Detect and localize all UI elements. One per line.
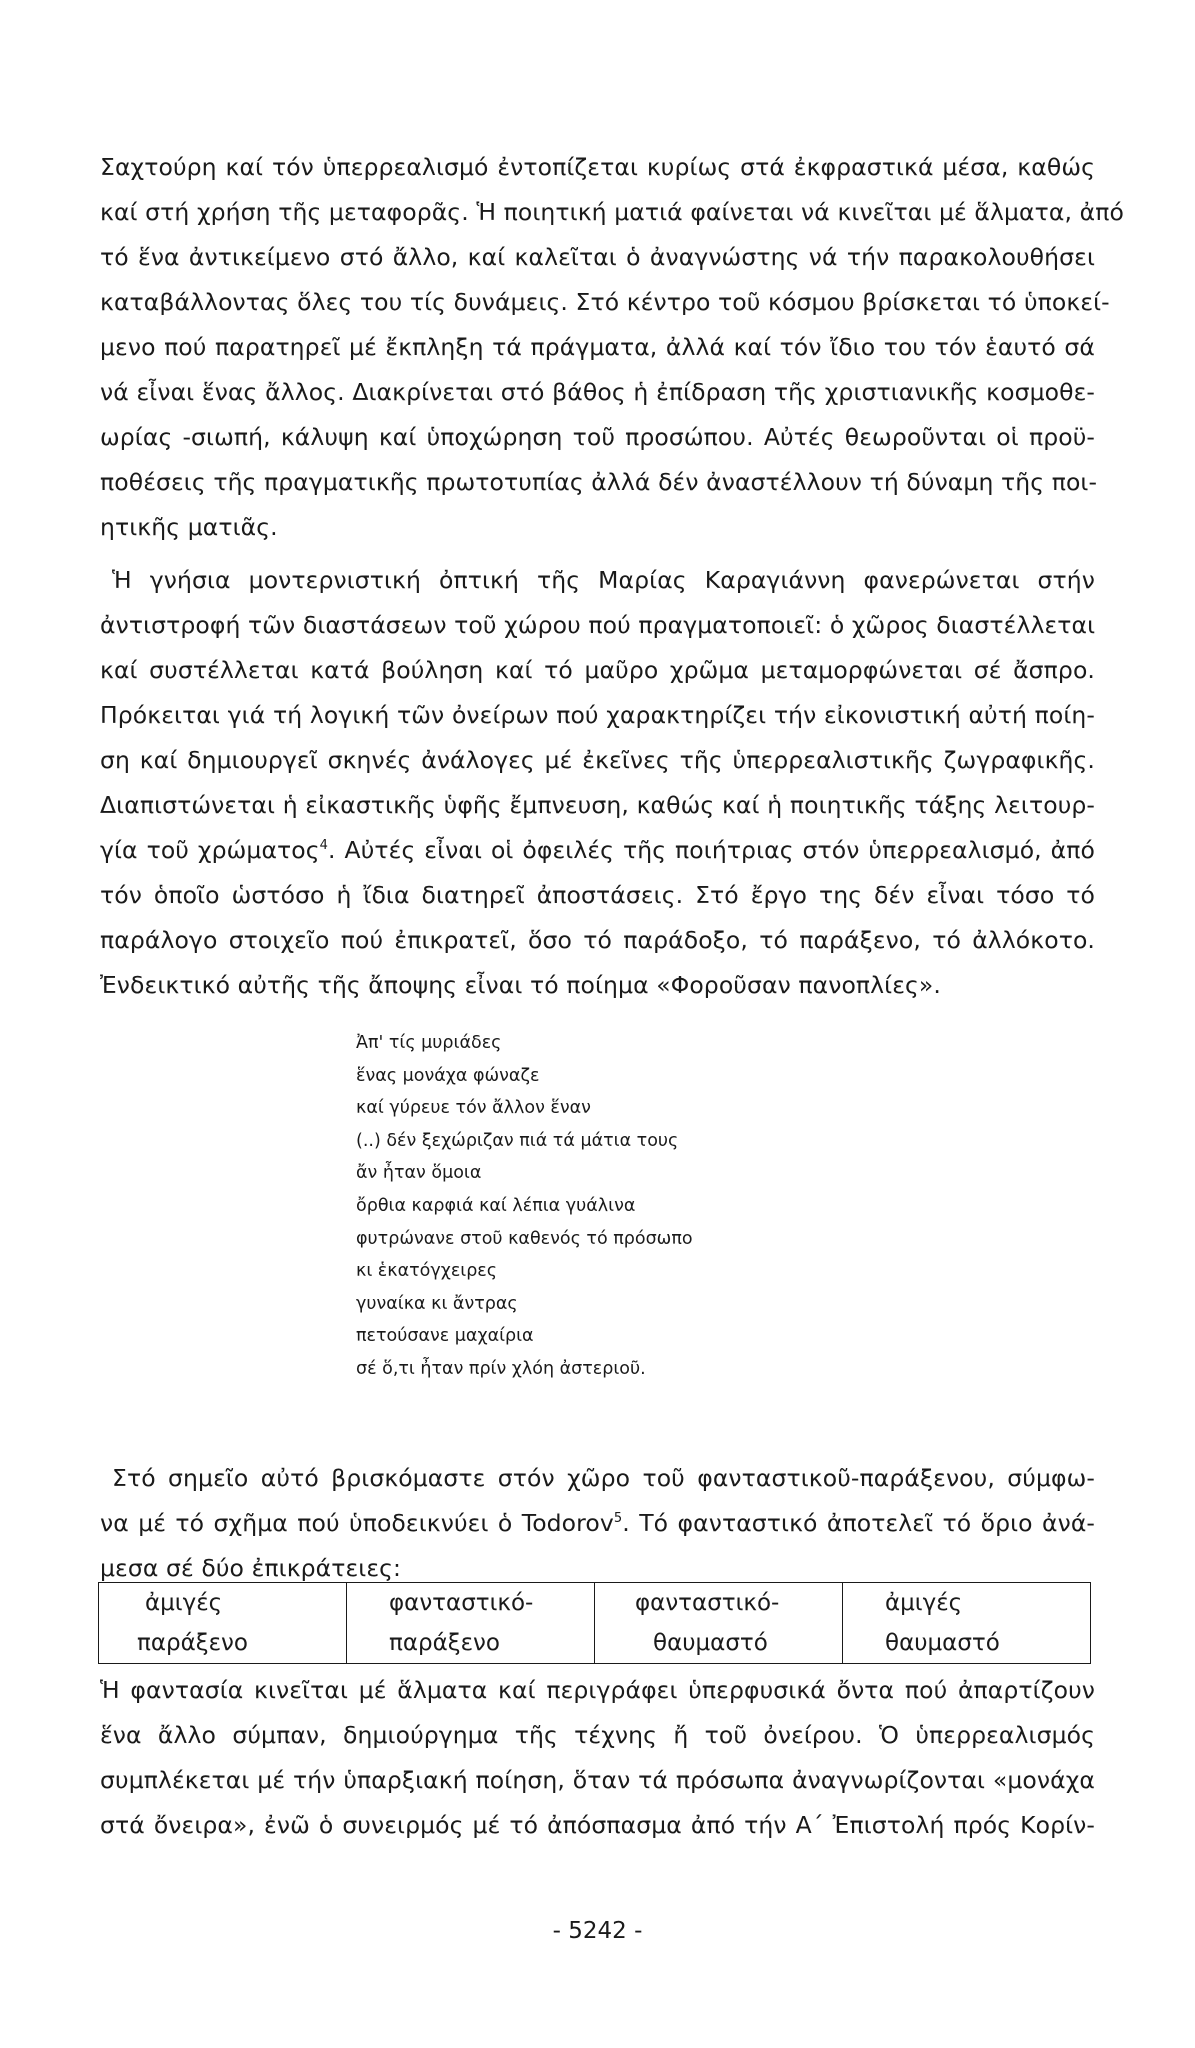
poem-line: ἄν ἦταν ὅμοια bbox=[356, 1163, 482, 1184]
text-line: ωρίας -σιωπή, κάλυψη καί ὑποχώρηση τοῦ προσώπου. Αὐτές θεωροῦνται οἱ προϋ- bbox=[100, 423, 1095, 451]
categories-table bbox=[98, 1582, 1091, 1664]
table-cell bbox=[595, 1583, 843, 1664]
poem-line: Ἀπ' τίς μυριάδες bbox=[356, 1033, 502, 1053]
text-line: ἕνα ἄλλο σύμπαν, δημιούργημα τῆς τέχνης ἤ τοῦ ὀνείρου. Ὁ ὑπερρεαλισμός bbox=[100, 1721, 1095, 1749]
text-segment: γία τοῦ χρώματος bbox=[100, 836, 320, 864]
text-line: μενο πού παρατηρεῖ μέ ἔκπληξη τά πράγματα, ἀλλά καί τόν ἴδιο του τόν ἑαυτό σά bbox=[100, 333, 1095, 361]
paragraph-4 bbox=[100, 1668, 1095, 1848]
table-cell bbox=[99, 1583, 347, 1664]
table-cell bbox=[347, 1583, 595, 1664]
text-line: Ἐνδεικτικό αὐτῆς τῆς ἄποψης εἶναι τό ποίημα «Φοροῦσαν πανοπλίες». bbox=[100, 971, 941, 999]
text-line: καταβάλλοντας ὅλες του τίς δυνάμεις. Στό κέντρο τοῦ κόσμου βρίσκεται τό ὑποκεί- bbox=[100, 288, 1110, 316]
text-line: Στό σημεῖο αὐτό βρισκόμαστε στόν χῶρο τοῦ φανταστικοῦ-παράξενου, σύμφω- bbox=[112, 1464, 1095, 1492]
poem-line: σέ ὅ,τι ἦταν πρίν χλόη ἀστεριοῦ. bbox=[356, 1358, 646, 1379]
text-line: Σαχτούρη καί τόν ὑπερρεαλισμό ἐντοπίζεται κυρίως στά ἐκφραστικά μέσα, καθώς bbox=[100, 153, 1095, 181]
cell-text: φανταστικό- bbox=[389, 1590, 534, 1616]
text-line: παράλογο στοιχεῖο πού ἐπικρατεῖ, ὅσο τό παράδοξο, τό παράξενο, τό ἀλλόκοτο. bbox=[100, 926, 1095, 954]
text-line: Ἡ γνήσια μοντερνιστική ὀπτική τῆς Μαρίας Καραγιάννη φανερώνεται στήν bbox=[112, 566, 1095, 594]
poem-line: πετούσανε μαχαίρια bbox=[356, 1326, 534, 1347]
cell-text: φανταστικό- bbox=[635, 1590, 780, 1616]
text-segment: να μέ τό σχῆμα πού ὑποδεικνύει ὁ Todorov bbox=[100, 1509, 614, 1537]
text-line: στά ὄνειρα», ἐνῶ ὁ συνειρμός μέ τό ἀπόσπασμα ἀπό τήν Α΄ Ἐπιστολή πρός Κορίν- bbox=[100, 1811, 1095, 1839]
text-segment: . Τό φανταστικό ἀποτελεῖ τό ὅριο ἀνά- bbox=[622, 1509, 1095, 1537]
text-line: ἀντιστροφή τῶν διαστάσεων τοῦ χώρου πού πραγματοποιεῖ: ὁ χῶρος διαστέλλεται bbox=[100, 611, 1096, 639]
text-line: συμπλέκεται μέ τήν ὑπαρξιακή ποίηση, ὅταν τά πρόσωπα ἀναγνωρίζονται «μονάχα bbox=[100, 1766, 1095, 1794]
text-line: μεσα σέ δύο ἐπικράτειες: bbox=[100, 1554, 402, 1582]
text-line: ητικῆς ματιᾶς. bbox=[100, 513, 278, 541]
cell-text: ἀμιγές bbox=[885, 1590, 963, 1616]
text-line: ποθέσεις τῆς πραγματικῆς πρωτοτυπίας ἀλλά δέν ἀναστέλλουν τή δύναμη τῆς ποι- bbox=[100, 468, 1098, 496]
text-line-with-footnote bbox=[100, 828, 1095, 873]
paragraph-3 bbox=[100, 1456, 1095, 1591]
poem-quote bbox=[356, 1027, 693, 1386]
text-line: καί στή χρήση τῆς μεταφορᾶς. Ἡ ποιητική ματιά φαίνεται νά κινεῖται μέ ἅλματα, ἀπό bbox=[100, 198, 1124, 226]
text-segment: . Αὐτές εἶναι οἱ ὀφειλές τῆς ποιήτριας στόν ὑπερρεαλισμό, ἀπό bbox=[328, 836, 1095, 864]
poem-line: (..) δέν ξεχώριζαν πιά τά μάτια τους bbox=[356, 1130, 679, 1151]
table-cell bbox=[843, 1583, 1091, 1664]
paragraph-2 bbox=[100, 558, 1095, 1008]
text-line: τόν ὁποῖο ὡστόσο ἡ ἴδια διατηρεῖ ἀποστάσεις. Στό ἔργο της δέν εἶναι τόσο τό bbox=[100, 881, 1095, 909]
text-line: Πρόκειται γιά τή λογική τῶν ὀνείρων πού χαρακτηρίζει τήν εἰκονιστική αὐτή ποίη- bbox=[100, 701, 1095, 729]
table-row bbox=[99, 1583, 1091, 1664]
text-line: ση καί δημιουργεῖ σκηνές ἀνάλογες μέ ἐκεῖνες τῆς ὑπερρεαλιστικῆς ζωγραφικῆς. bbox=[100, 746, 1095, 774]
text-line: νά εἶναι ἕνας ἄλλος. Διακρίνεται στό βάθος ἡ ἐπίδραση τῆς χριστιανικῆς κοσμοθε- bbox=[100, 378, 1095, 406]
cell-text: παράξενο bbox=[389, 1630, 500, 1656]
poem-line: φυτρώνανε στοῦ καθενός τό πρόσωπο bbox=[356, 1228, 693, 1249]
cell-text: παράξενο bbox=[137, 1630, 248, 1656]
poem-line: κι ἑκατόγχειρες bbox=[356, 1261, 498, 1282]
footnote-marker: 5 bbox=[613, 1511, 623, 1527]
cell-text: θαυμαστό bbox=[885, 1630, 1000, 1656]
cell-text: θαυμαστό bbox=[653, 1630, 768, 1656]
text-line: τό ἕνα ἀντικείμενο στό ἄλλο, καί καλεῖται ὁ ἀναγνώστης νά τήν παρακολουθήσει bbox=[100, 243, 1095, 271]
poem-line: ὄρθια καρφιά καί λέπια γυάλινα bbox=[356, 1195, 636, 1216]
page-number: - 5242 - bbox=[552, 1918, 643, 1944]
text-line: καί συστέλλεται κατά βούληση καί τό μαῦρο χρῶμα μεταμορφώνεται σέ ἄσπρο. bbox=[100, 656, 1095, 684]
poem-line: γυναίκα κι ἄντρας bbox=[356, 1293, 518, 1314]
text-line-with-footnote bbox=[100, 1501, 1095, 1546]
poem-line: καί γύρευε τόν ἄλλον ἕναν bbox=[356, 1098, 591, 1119]
cell-text: ἀμιγές bbox=[145, 1590, 223, 1616]
text-line: Διαπιστώνεται ἡ εἰκαστικῆς ὑφῆς ἔμπνευση, καθώς καί ἡ ποιητικῆς τάξης λειτουρ- bbox=[100, 791, 1095, 819]
footnote-marker: 4 bbox=[319, 838, 329, 854]
poem-line: ἕνας μονάχα φώναζε bbox=[356, 1065, 540, 1086]
paragraph-1 bbox=[100, 145, 1124, 550]
text-line: Ἡ φαντασία κινεῖται μέ ἅλματα καί περιγράφει ὑπερφυσικά ὄντα πού ἀπαρτίζουν bbox=[100, 1676, 1095, 1704]
